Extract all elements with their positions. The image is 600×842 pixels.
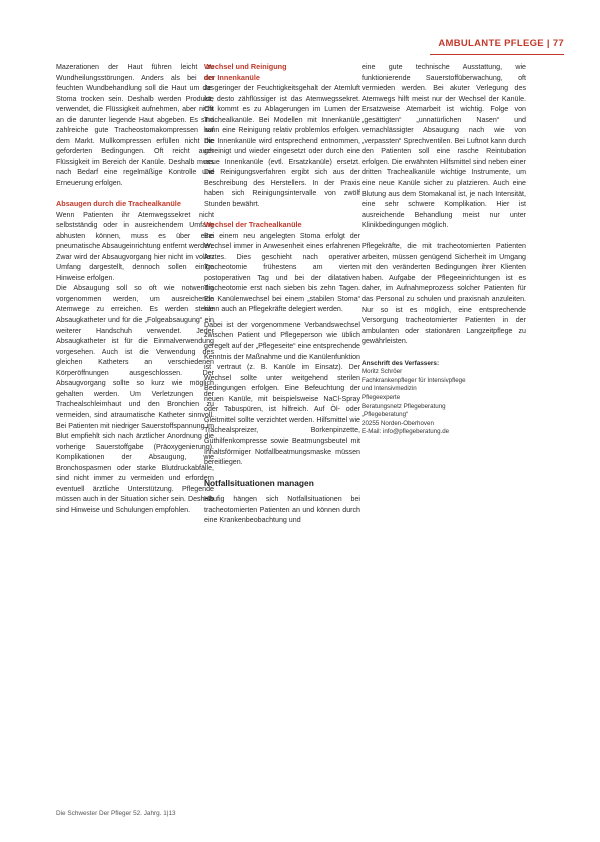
section-heading: Absaugen durch die Trachealkanüle	[56, 199, 181, 209]
section-title: AMBULANTE PFLEGE	[438, 38, 544, 49]
text-column-2	[204, 62, 360, 526]
section-heading: Wechsel der Trachealkanüle	[204, 220, 302, 230]
page-number: 77	[552, 38, 564, 49]
running-header	[438, 38, 564, 49]
text-column-3	[362, 62, 526, 437]
paragraph: Pflegekräfte, die mit tracheotomierten Patienten arbeiten, müssen genügend Sicherheit im Umgang mit den veränderten Bedingungen ihrer Klienten haben. Aufgabe der Pflegeeinrichtungen ist es daher, im Aufnahmeprozess solcher Patienten für das Personal zu schulen und praxisnah anzuleiten. Nur so ist es möglich, eine entsprechende Versorgung tracheotomierter Patienten in der ambulanten oder stationären Langzeitpflege zu gewährleisten.	[362, 242, 526, 346]
paragraph: Mazerationen der Haut führen leicht zu Wundheilungsstörungen. Anders als bei der feuchten Wundbehandlung soll die Haut um das Stoma trocken sein. Deshalb werden Produkte verwendet, die Flüssigkeit aufnehmen, aber nicht an die darunter liegende Haut abgeben. Es sind zahlreiche gute Tracheostomakompressen auf dem Markt. Mullkompressen erfüllen nicht die geforderten Bedingungen. Oft reicht auch Flüssigkeit im Bereich der Kanüle. Deshalb muss nach Bedarf eine regelmäßige Kontrolle und Erneuerung erfolgen.	[56, 63, 214, 188]
footer-citation: Die Schwester Der Pfleger 52. Jahrg. 1|13	[56, 810, 176, 817]
header-separator: |	[546, 38, 550, 49]
section-heading: Notfallsituationen managen	[204, 478, 314, 489]
author-line: Pflegeexperte	[362, 394, 401, 401]
section-heading: Wechsel und Reinigung	[204, 62, 287, 71]
paragraph: Häufig hängen sich Notfallsituationen bei tracheotomierten Patienten an und können durch eine Krankenbeobachtung und	[204, 495, 360, 525]
paragraph: Wenn Patienten ihr Atemwegssekret nicht selbstständig oder in ausreichendem Umfang abhusten können, muss es über eine pneumatische Absaugeinrichtung entfernt werden. Zwar wird der Absaugvorgang hier nicht im vollen Umfang dargestellt, dennoch sollen einige Hinweise erfolgen.	[56, 210, 214, 282]
author-line: 20255 Norden-Oberhoven	[362, 419, 434, 427]
author-email: E-Mail: info@pflegeberatung.de	[362, 428, 450, 436]
author-line: Beratungsnetz Pflegeberatung	[362, 402, 446, 410]
header-rule	[430, 54, 564, 55]
author-line: Moritz Schröer	[362, 368, 403, 376]
paragraph: Dabei ist der vorgenommene Verbandswechsel zwischen Patient und Pflegeperson wie üblich geregelt auf der „Pflegeseite“ eine entsprechende Kenntnis der Maßnahme und die Kanülenfunktion ist vertraut (z. B. Kanüle im Einsatz). Der Wechsel sollte unter weitgehend sterilen Bedingungen erfolgen. Eine Befeuchtung der neuen Kanüle, mit beispielsweise NaCl-Spray oder Tabuspüren, ist hilfreich. Auf Öl- oder Gleitmittel sollte verzichtet werden. Hilfsmittel wie Trachealspreizer, Borkenpinzette, Guthilfenkompresse sowie Beatmungsbeutel mit Inhaltsförmiger Notfallbeatmungsmaske müssen bereitliegen.	[204, 320, 360, 467]
paragraph: Bei einem neu angelegten Stoma erfolgt der Wechsel immer in Anwesenheit eines erfahrenen Arztes. Dies geschieht nach operativer Tracheotomie frühestens am vierten postoperativen Tag und bei der dilatativen Tracheotomie erst nach sieben bis zehn Tagen. Ein Kanülenwechsel bei einem „stabilen Stoma“ kann auch an Pflegekräfte delegiert werden.	[204, 231, 360, 314]
paragraph: Die Absaugung soll so oft wie notwendig vorgenommen werden, um ausreichende Atemwege zu erreichen. Es werden sterile Absaugkatheter und für die „Folgeabsaugung“ ein weiterer Handschuh verwendet. Jeder Absaugkatheter ist für die Einmalverwendung vorgesehen. Auch ist die Verwendung des gleichen Katheters an verschiedenen Körperöffnungen ausgeschlossen. Der Absaugvorgang sollte so kurz wie möglich gehalten werden. Um Verletzungen der Trachealschleimhaut und den Bronchien zu vermeiden, sind atraumatische Katheter sinnvoll. Bei Patienten mit niedriger Sauerstoffspannung im Blut empfiehlt sich nach ärztlicher Anordnung die vorherige Sauerstoffgabe (Präoxygenierung). Komplikationen der Absaugung, wie Bronchospasmen oder starke Blutdruckabfälle, sind nicht immer zu vermeiden und erfordern eventuell ärztliche Unterstützung. Pflegende müssen auch in der Situation sicher sein. Deshalb sind Hinweise und Schulungen empfohlen.	[56, 284, 214, 514]
author-line: Fachkrankenpfleger für Intensivpflege	[362, 376, 466, 384]
author-line: „Pflegeberatung“	[362, 411, 409, 419]
section-heading-line2: der Innenkanüle	[204, 72, 260, 82]
text-column-1	[56, 62, 214, 515]
author-line: und Intensivmedizin	[362, 385, 417, 393]
paragraph: Je geringer der Feuchtigkeitsgehalt der Atemluft ist, desto zähflüssiger ist das Atemwegssekret. Oft kommt es zu Ablagerungen im Lumen der Trachealkanüle. Bei Modellen mit Innenkanüle kann eine Reinigung relativ problemlos erfolgen. Die Innenkanüle wird entsprechend entnommen, gereinigt und wieder eingesetzt oder durch eine neue Innenkanüle (evtl. Ersatzkanüle) ersetzt. Die Reinigungsverfahren ergibt sich aus der Beschreibung des Herstellers. In der Praxis haben sich Reinigungsintervalle von zwölf Stunden bewährt.	[204, 84, 360, 209]
paragraph: eine gute technische Ausstattung, wie funktionierende Sauerstoffüberwachung, oft vermieden werden. Bei akuter Verlegung des Atemwegs hilft meist nur der Wechsel der Kanüle. Ersatzweise Atemarbeit ist wichtig. Folge von „gesättigten“ „unnatürlichen Nasen“ und vernachlässigter Absaugung nach wie von „verpassten“ Sprechventilen. Bei Luftnot kann durch den Patienten soll eine rasche Reintubation erfolgen. Die erwähnten Hilfsmittel sind neben einer dritten Trachealkanüle wichtige Instrumente, um eine neue Kanüle sicher zu platzieren. Auch eine Blutung aus dem Stomakanal ist, je nach Intensität, eine sehr schwere Komplikation. Hier ist ausreichende Behandlung meist nur unter Klinikbedingungen möglich.	[362, 63, 526, 230]
author-heading: Anschrift des Verfassers:	[362, 360, 440, 368]
